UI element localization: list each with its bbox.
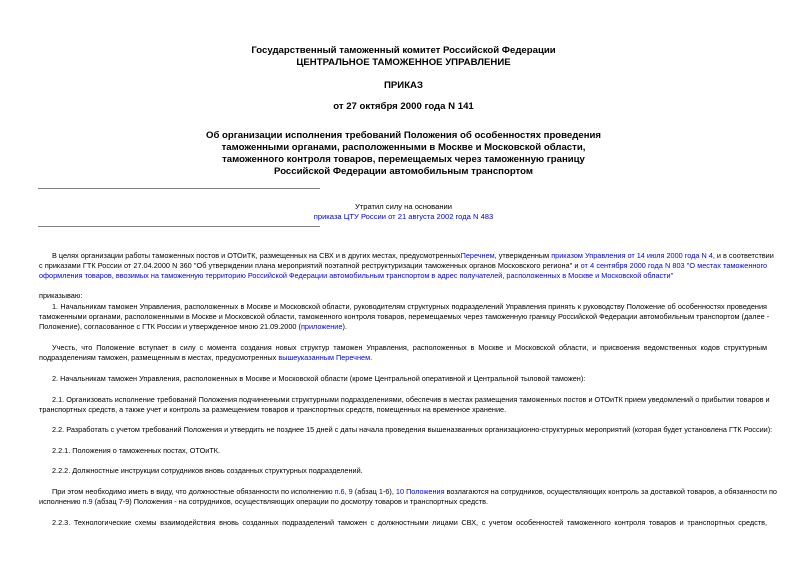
- title-line: Российской Федерации автомобильным транспортом: [274, 166, 533, 177]
- org-name: Государственный таможенный комитет Российской Федерации: [251, 45, 556, 56]
- gtk-order-link[interactable]: от 4 сентября 2000 года N 803 "О местах таможенного: [580, 261, 767, 271]
- repeal-order-link[interactable]: приказа ЦТУ России от 21 августа 2002 года N 483: [313, 212, 494, 221]
- org-department: ЦЕНТРАЛЬНОЕ ТАМОЖЕННОЕ УПРАВЛЕНИЕ: [296, 57, 511, 68]
- divider-rule: [38, 188, 320, 189]
- status-note: [0, 202, 807, 222]
- document-title: [0, 130, 807, 178]
- paragraph-line: [39, 261, 767, 271]
- doc-date-label: от 27 октября 2000 года N 141: [333, 101, 474, 112]
- doc-type-label: ПРИКАЗ: [384, 80, 423, 91]
- order-word-text: приказываю:: [39, 291, 83, 300]
- paragraph-2: [39, 374, 767, 384]
- divider-rule: [38, 226, 320, 227]
- order-word: [39, 291, 767, 301]
- text: Положение), согласованное с ГТК России и утвержденное мною 21.09.2000 (: [39, 322, 301, 332]
- paragraph-2-2-2: [39, 466, 767, 476]
- paragraph-line: [39, 487, 777, 497]
- clause-link[interactable]: п.6, 9: [334, 487, 353, 496]
- text: (абзац 7-9) Положения - на сотрудников, осуществляющих операции по досмотру товаров и транспортных средств.: [92, 497, 489, 507]
- text: (абзац 1-6),: [352, 487, 396, 496]
- paragraph-2-2-3: [39, 518, 767, 528]
- text: , утвержденным: [494, 251, 552, 260]
- paragraph-line: Учесть, что Положение вступает в силу с момента создания новых структур таможен Управления, расположенных в Москве и Московской области, и присвоения ведомственных кодов структурным: [52, 343, 767, 352]
- paragraph-line: 2.2.2. Должностные инструкции сотрудников вновь созданных структурных подразделений.: [52, 466, 363, 475]
- paragraph-line: [39, 322, 767, 332]
- text: При этом необходимо иметь в виду, что должностные обязанности по исполнению: [52, 487, 335, 496]
- paragraph-2-1: [39, 395, 770, 415]
- list-link[interactable]: вышеуказанным Перечнем: [278, 353, 371, 363]
- text: ).: [342, 322, 347, 332]
- title-line: таможенными органами, расположенными в Москве и Московской области,: [221, 142, 586, 153]
- list-link[interactable]: Перечнем: [460, 251, 495, 260]
- paragraph-line: 2.2.3. Технологические схемы взаимодействия вновь созданных подразделений таможен с должностными лицами СВХ, с учетом особенностей таможенного контроля товаров и транспортных средств,: [52, 518, 767, 527]
- title-line: таможенного контроля товаров, перемещаемых через таможенную границу: [222, 154, 585, 165]
- paragraph-line: 2.1. Организовать исполнение требований Положения подчиненными структурными подразделениями, обеспечив в местах размещения таможенных постов и ОТОиТК прием уведомлений о прибытии товаров и: [52, 395, 770, 404]
- paragraph-line: 1. Начальникам таможен Управления, расположенных в Москве и Московской области, руководителям структурных подразделений Управления принять к руководству Положение об особенностях проведения: [52, 302, 767, 311]
- paragraph-2-2: [39, 425, 773, 435]
- text: подразделениям таможен, размещенным в местах, предусмотренных: [39, 353, 279, 363]
- paragraph-intro: [39, 251, 774, 282]
- text: , и в соответствии: [712, 251, 774, 260]
- clause-link[interactable]: п.9: [82, 497, 93, 507]
- doc-type: [0, 80, 807, 92]
- status-note-text: Утратил силу на основании: [354, 202, 453, 211]
- paragraph-line: транспортных средств, а также учет и контроль за размещением товаров и транспортных средств, помещенных на временное хранение.: [39, 405, 507, 415]
- paragraph-2-2-1: [39, 446, 767, 456]
- paragraph-line: [39, 353, 767, 363]
- appendix-link[interactable]: приложение: [300, 322, 343, 332]
- text: В целях организации работы таможенных постов и ОТОиТК, размещенных на СВХ и в других местах, предусмотренных: [52, 251, 461, 260]
- title-line: Об организации исполнения требований Положения об особенностях проведения: [205, 130, 601, 141]
- clause-link[interactable]: 10 Положения: [395, 487, 445, 496]
- paragraph-line: 2. Начальникам таможен Управления, расположенных в Москве и Московской области (кроме Центральной оперативной и Центральной тыловой таможен):: [52, 374, 586, 383]
- paragraph-line: 2.2. Разработать с учетом требований Положения и утвердить не позднее 15 дней с даты начала проведения вышеназванных организационно-структурных мероприятий (которая будет установлена ГТК России):: [52, 425, 773, 434]
- text: .: [370, 353, 373, 363]
- text: с приказами ГТК России от 27.04.2000 N 360 "Об утверждении плана мероприятий поэтапной реструктуризации таможенных органов Московского региона" и: [39, 261, 579, 271]
- order-link[interactable]: приказом Управления от 14 июля 2000 года N 4: [551, 251, 713, 260]
- text: исполнению: [39, 497, 83, 507]
- paragraph-line: 2.2.1. Положения о таможенных постах, ОТОиТК.: [52, 446, 221, 455]
- paragraph-line: [39, 251, 774, 261]
- paragraph-1: [39, 302, 770, 333]
- paragraph-clarification: [39, 487, 777, 507]
- document-header: [0, 45, 807, 69]
- gtk-order-link-cont[interactable]: оформления товаров, ввозимых на таможенную территорию Российской Федерации автомобильным транспортом в адрес получателей, расположенных в Москве и Московской области": [39, 271, 674, 281]
- paragraph-line: [39, 497, 767, 507]
- doc-date: [0, 101, 807, 113]
- text: возлагаются на сотрудников, осуществляющих контроль за доставкой товаров, а обязанности по: [444, 487, 777, 496]
- paragraph-note: [39, 343, 767, 363]
- paragraph-line: таможенными органами, расположенными в Москве и Московской области, таможенного контроля товаров, перемещаемых через таможенную границу Российской Федерации автомобильным транспортом (далее -: [39, 312, 770, 322]
